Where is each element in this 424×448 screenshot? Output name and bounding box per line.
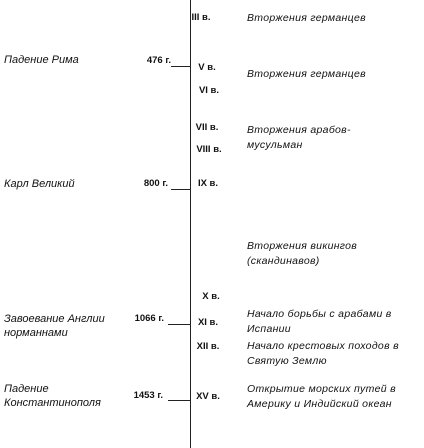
century-label-5: V в. <box>198 62 216 73</box>
event-year-charlemagne: 800 г. <box>143 178 168 189</box>
century-label-6: VI в. <box>198 85 220 96</box>
century-label-7: VII в. <box>195 122 219 133</box>
century-label-11: XI в. <box>197 317 219 328</box>
note-germanic-invasions-2: Вторжения германцев <box>247 68 366 80</box>
century-label-9: IX в. <box>197 178 219 189</box>
note-sea-routes: Открытие морских путей в Америку и Индийский океан <box>247 383 396 410</box>
century-label-10: X в. <box>202 291 220 302</box>
event-label-charlemagne: Карл Великий <box>4 178 75 190</box>
note-reconquista: Начало борьбы с арабами в Испании <box>247 308 392 335</box>
event-year-norman-conquest: 1066 г. <box>134 313 164 324</box>
timeline-axis <box>190 0 191 448</box>
event-tick-fall-of-rome <box>171 66 190 67</box>
note-viking-invasions: Вторжения викингов (скандинавов) <box>247 240 358 267</box>
event-label-fall-of-rome: Падение Рима <box>4 54 79 66</box>
century-label-3: III в. <box>191 12 211 23</box>
event-tick-fall-of-constantinople <box>168 400 190 401</box>
event-year-fall-of-rome: 476 г. <box>146 55 171 66</box>
event-tick-norman-conquest <box>168 324 190 325</box>
century-label-8: VIII в. <box>196 144 222 155</box>
event-label-norman-conquest: Завоевание Англии норманнами <box>4 313 105 339</box>
century-label-15: XV в. <box>196 391 220 402</box>
note-arab-invasions: Вторжения арабов-мусульман <box>247 124 351 151</box>
event-tick-charlemagne <box>171 189 190 190</box>
event-label-fall-of-constantinople: Падение Константинополя <box>4 383 101 409</box>
event-year-fall-of-constantinople: 1453 г. <box>133 390 163 401</box>
century-label-12: XII в. <box>196 341 220 352</box>
note-germanic-invasions-1: Вторжения германцев <box>247 12 366 24</box>
note-crusades: Начало крестовых походов в Святую Землю <box>247 340 399 367</box>
